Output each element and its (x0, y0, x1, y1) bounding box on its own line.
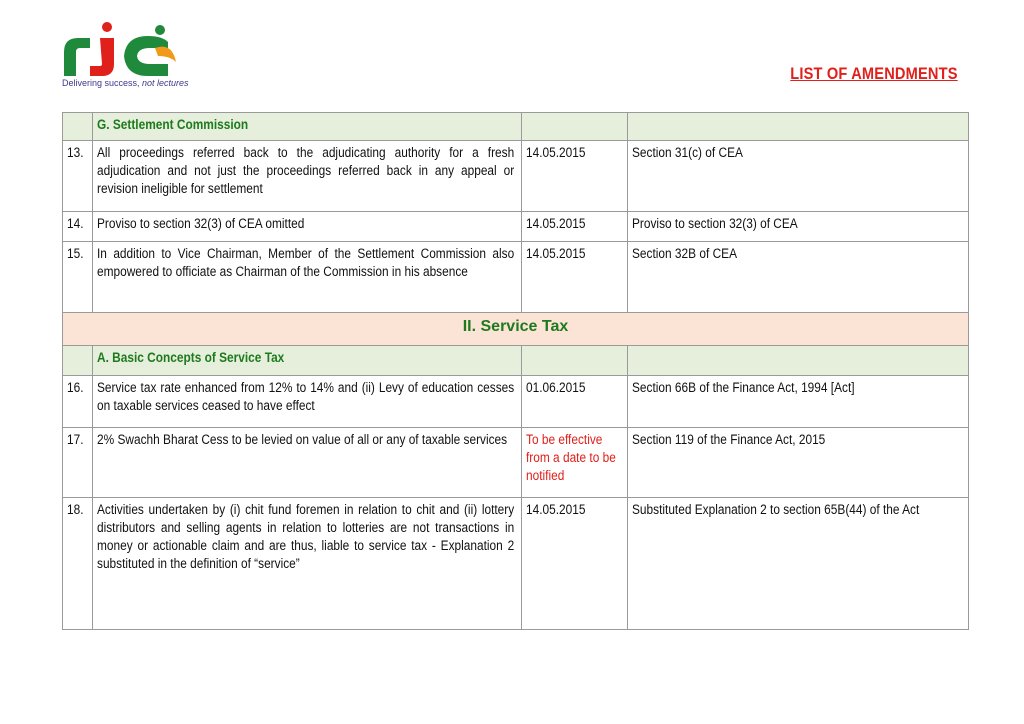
tagline-main: Delivering success, (62, 78, 143, 88)
section-label: G. Settlement Commission (93, 113, 522, 141)
row-date: To be effective from a date to be notified (521, 428, 627, 498)
section-label: A. Basic Concepts of Service Tax (93, 346, 522, 376)
row-description: Service tax rate enhanced from 12% to 14% and (ii) Levy of education cesses on taxable services ceased to have effect (93, 376, 522, 428)
row-reference: Substituted Explanation 2 to section 65B(44) of the Act (627, 498, 968, 630)
row-description: In addition to Vice Chairman, Member of the Settlement Commission also empowered to officiate as Chairman of the Commission in his absence (93, 242, 522, 313)
row-number: 15. (63, 242, 93, 313)
row-description: Proviso to section 32(3) of CEA omitted (93, 212, 522, 242)
section-num-cell (63, 113, 93, 141)
section-row-basic-concepts (63, 346, 969, 376)
major-heading-service-tax: II. Service Tax (63, 313, 969, 346)
row-date: 01.06.2015 (521, 376, 627, 428)
tagline-emphasis: not lectures (142, 78, 189, 88)
row-reference: Section 119 of the Finance Act, 2015 (627, 428, 968, 498)
major-heading-row (63, 313, 969, 346)
row-number: 17. (63, 428, 93, 498)
row-description: 2% Swachh Bharat Cess to be levied on value of all or any of taxable services (93, 428, 522, 498)
table-row (63, 498, 969, 630)
row-reference: Section 32B of CEA (627, 242, 968, 313)
table-row (63, 141, 969, 212)
amendments-table (62, 112, 969, 630)
table-row (63, 428, 969, 498)
section-date-cell (521, 346, 627, 376)
section-ref-cell (627, 346, 968, 376)
section-row-settlement-commission (63, 113, 969, 141)
row-date: 14.05.2015 (521, 212, 627, 242)
row-date: 14.05.2015 (521, 498, 627, 630)
row-number: 14. (63, 212, 93, 242)
row-description: All proceedings referred back to the adjudicating authority for a fresh adjudication and not just the proceedings referred back in any appeal or revision ineligible for settlement (93, 141, 522, 212)
table-row (63, 242, 969, 313)
rjc-logo-graphic (60, 18, 182, 80)
row-date: 14.05.2015 (521, 242, 627, 313)
row-reference: Section 66B of the Finance Act, 1994 [Act] (627, 376, 968, 428)
table-row (63, 212, 969, 242)
section-ref-cell (627, 113, 968, 141)
row-date: 14.05.2015 (521, 141, 627, 212)
row-reference: Section 31(c) of CEA (627, 141, 968, 212)
row-number: 16. (63, 376, 93, 428)
row-number: 18. (63, 498, 93, 630)
section-num-cell (63, 346, 93, 376)
row-number: 13. (63, 141, 93, 212)
row-description: Activities undertaken by (i) chit fund foremen in relation to chit and (ii) lottery distributors and selling agents in relation to lotteries are not transactions in money or actionable claim and are thus, liable to service tax - Explanation 2 substituted in the definition of “service” (93, 498, 522, 630)
section-date-cell (521, 113, 627, 141)
row-reference: Proviso to section 32(3) of CEA (627, 212, 968, 242)
tagline (62, 78, 192, 88)
page-title: LIST OF AMENDMENTS (790, 64, 958, 83)
table-row (63, 376, 969, 428)
